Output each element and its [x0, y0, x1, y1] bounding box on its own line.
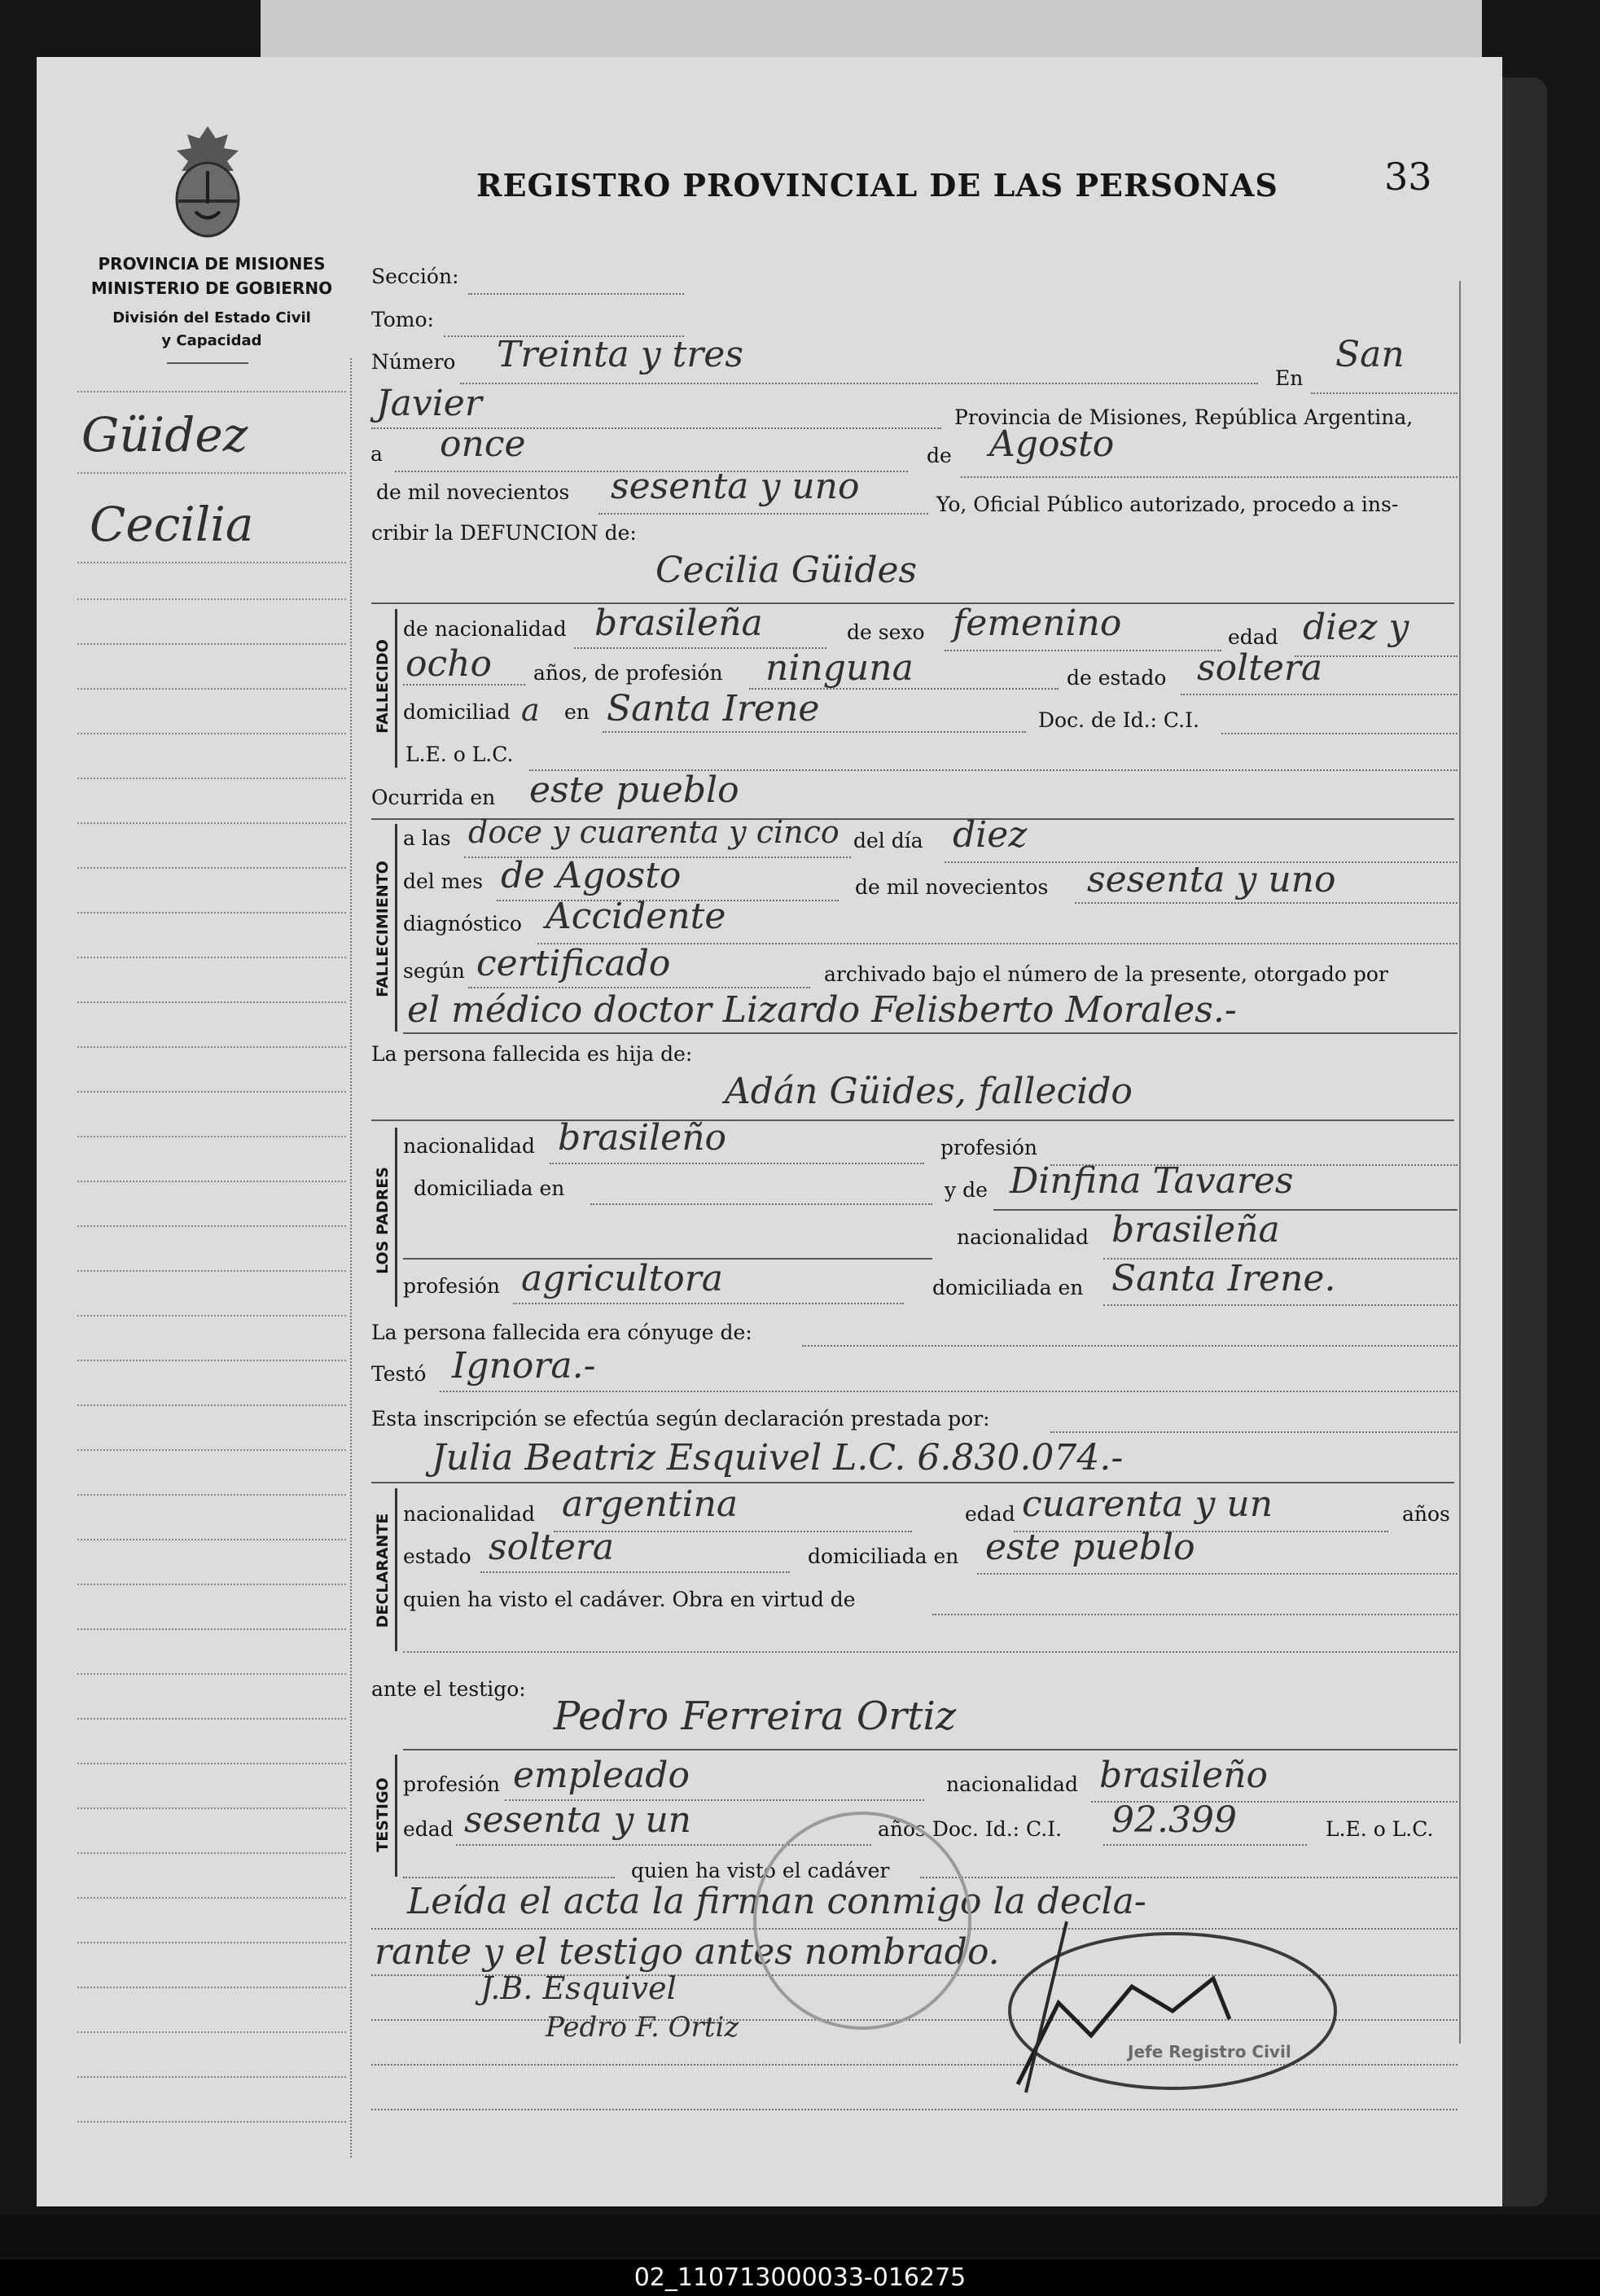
declarante-bracket	[395, 1488, 397, 1651]
margin-rule	[77, 643, 346, 645]
hora-value: doce y cuarenta y cinco	[468, 814, 839, 850]
declarante-anos-label: años	[1402, 1502, 1450, 1526]
deceased-name-line	[371, 602, 1454, 604]
bottom-band	[0, 2215, 1600, 2257]
medico-value: el médico doctor Lizardo Felisberto Morales.-	[407, 989, 1237, 1031]
signature-testigo: Pedro F. Ortiz	[546, 2011, 739, 2044]
anos-profesion-label: años, de profesión	[533, 661, 723, 685]
padre-domiciliada-line	[590, 1203, 932, 1205]
de-label: de	[927, 444, 952, 467]
sexo-label: de sexo	[847, 620, 925, 644]
testigo-bracket	[395, 1755, 397, 1877]
del-dia-label: del día	[853, 829, 923, 852]
domicilio-value: Santa Irene	[607, 688, 820, 730]
testigo-profesion-label: profesión	[403, 1772, 501, 1796]
place-value-1: San	[1335, 334, 1405, 375]
province-name: PROVINCIA DE MISIONES	[98, 254, 326, 274]
testigo-nacionalidad-value: brasileño	[1099, 1755, 1269, 1796]
month-line	[961, 476, 1458, 478]
testigo-ci-line	[1103, 1844, 1307, 1846]
padre-line	[371, 1120, 1454, 1121]
official-stamp	[753, 1812, 971, 2030]
madre-profesion-value: agricultora	[521, 1258, 723, 1299]
ocurrida-value: este pueblo	[529, 769, 739, 811]
margin-rule	[77, 1270, 346, 1272]
page-title: REGISTRO PROVINCIAL DE LAS PERSONAS	[476, 167, 1278, 204]
a-las-label: a las	[403, 826, 451, 850]
margin-rule	[77, 688, 346, 690]
a-label: a	[370, 442, 383, 466]
margin-rule	[77, 1718, 346, 1720]
signature-declarante: J.B. Esquivel	[480, 1970, 677, 2006]
padre-value: Adán Güides, fallecido	[725, 1071, 1133, 1112]
madre-domicilio-value: Santa Irene.	[1111, 1258, 1336, 1299]
place-value-2: Javier	[376, 383, 482, 424]
en-line	[1311, 392, 1458, 394]
en-label: En	[1275, 366, 1304, 390]
margin-rule	[77, 1807, 346, 1809]
archivado-text: archivado bajo el número de la presente, otorgado por	[824, 962, 1388, 986]
sexo-line	[945, 650, 1221, 651]
testigo-profesion-value: empleado	[513, 1755, 690, 1796]
margin-rule	[77, 1987, 346, 1988]
margin-rule	[77, 822, 346, 824]
margin-rule	[77, 957, 346, 958]
seccion-label: Sección:	[371, 265, 459, 288]
day-value: once	[440, 423, 526, 465]
tomo-label: Tomo:	[371, 308, 434, 331]
sexo-value: femenino	[953, 602, 1122, 644]
estado-label: de estado	[1067, 666, 1167, 690]
fallecido-bracket	[395, 609, 397, 768]
month-value: Agosto	[989, 423, 1115, 465]
testigo-cadaver-line-left	[403, 1877, 615, 1878]
province-text: Provincia de Misiones, República Argentina,	[954, 405, 1414, 429]
ministry-underline	[167, 362, 248, 364]
declarante-side-label: DECLARANTE	[374, 1513, 392, 1628]
padre-profesion-label: profesión	[940, 1136, 1038, 1159]
testigo-nacionalidad-label: nacionalidad	[946, 1772, 1078, 1796]
testigo-side-label: TESTIGO	[374, 1777, 392, 1852]
domicilio-line	[603, 731, 1026, 733]
declarante-domicilio-line	[977, 1573, 1458, 1575]
numero-value: Treinta y tres	[497, 334, 743, 375]
padres-side-label: LOS PADRES	[374, 1167, 392, 1274]
madre-domicilio-line	[1103, 1304, 1458, 1306]
testigo-cadaver-text: quien ha visto el cadáver	[631, 1859, 890, 1882]
image-filename: 02_110713000033-016275	[0, 2259, 1600, 2296]
testigo-label: ante el testigo:	[371, 1677, 526, 1701]
declarante-obra-line	[932, 1614, 1458, 1615]
margin-rule	[77, 1584, 346, 1585]
closing-line-1: Leída el acta la firman conmigo la decla-	[407, 1881, 1146, 1922]
declarante-domicilio-value: este pueblo	[985, 1527, 1195, 1568]
division-line-1: División del Estado Civil	[112, 309, 311, 326]
testo-label: Testó	[371, 1362, 427, 1386]
year-line	[598, 513, 928, 515]
profesion-value: ninguna	[765, 647, 914, 689]
segun-value: certificado	[476, 943, 671, 984]
year-prefix: de mil novecientos	[376, 480, 570, 504]
doc-line	[1221, 733, 1458, 734]
margin-rule	[77, 1225, 346, 1227]
margin-rule	[77, 472, 346, 474]
declarante-estado-label: estado	[403, 1545, 471, 1568]
numero-label: Número	[371, 350, 456, 374]
margin-rule	[77, 1628, 346, 1630]
declarante-nacionalidad-label: nacionalidad	[403, 1502, 535, 1526]
dia-value: diez	[953, 814, 1028, 856]
seccion-line	[468, 293, 684, 295]
officer-text-2: cribir la DEFUNCION de:	[371, 521, 637, 545]
estado-line	[1181, 694, 1458, 695]
margin-divider	[350, 358, 352, 2158]
anio-label: de mil novecientos	[855, 875, 1049, 899]
declarante-nacionalidad-value: argentina	[562, 1483, 739, 1525]
declarante-nombre-line	[371, 1482, 1454, 1483]
conyuge-line	[802, 1345, 1458, 1347]
padres-bracket	[395, 1128, 397, 1307]
medico-line	[403, 1032, 1458, 1034]
margin-rule	[77, 2031, 346, 2033]
margin-rule	[77, 1942, 346, 1943]
margin-rule	[77, 733, 346, 734]
margin-rule	[77, 1181, 346, 1182]
segun-label: según	[403, 959, 465, 983]
doc-label: Doc. de Id.: C.I.	[1038, 708, 1199, 732]
testigo-nombre-line	[403, 1749, 1458, 1750]
padre-domiciliada-label: domiciliada en	[414, 1176, 565, 1200]
diagnostico-line	[537, 943, 1458, 944]
testo-line	[440, 1391, 1458, 1392]
margin-rule	[77, 778, 346, 779]
madre-nacionalidad-value: brasileña	[1111, 1209, 1280, 1251]
hija-label: La persona fallecida es hija de:	[371, 1042, 693, 1066]
margin-rule	[77, 1046, 346, 1048]
margin-rule	[77, 1091, 346, 1093]
margin-rule	[77, 1852, 346, 1854]
domiciliad-label: domiciliad	[403, 700, 511, 724]
diagnostico-label: diagnóstico	[403, 912, 522, 935]
testigo-cadaver-line-right	[920, 1877, 1458, 1878]
diagnostico-value: Accidente	[546, 896, 726, 937]
del-mes-label: del mes	[403, 870, 484, 893]
testigo-anos-doc-label: años Doc. Id.: C.I.	[878, 1817, 1063, 1841]
y-de-label: y de	[945, 1178, 988, 1202]
estado-value: soltera	[1197, 647, 1323, 689]
testigo-le-label: L.E. o L.C.	[1326, 1817, 1434, 1841]
fallecimiento-bracket	[395, 824, 397, 1032]
mes-value: de Agosto	[501, 855, 682, 896]
margin-rule	[77, 2121, 346, 2123]
edad-label: edad	[1228, 625, 1278, 649]
ocurrida-label: Ocurrida en	[371, 786, 496, 809]
margin-rule	[77, 1315, 346, 1317]
declarante-estado-value: soltera	[489, 1527, 615, 1568]
margin-rule	[77, 562, 346, 563]
declaracion-line	[1050, 1431, 1458, 1433]
numero-line	[460, 383, 1258, 384]
conyuge-label: La persona fallecida era cónyuge de:	[371, 1321, 752, 1344]
testigo-edad-value: sesenta y un	[464, 1799, 691, 1841]
coat-of-arms-icon	[167, 122, 248, 244]
margin-rule	[77, 1404, 346, 1406]
fallecido-side-label: FALLECIDO	[374, 639, 392, 734]
year-value: sesenta y uno	[611, 466, 860, 507]
margin-surname: Güidez	[81, 407, 248, 462]
domiciliad-suffix: a	[521, 692, 540, 728]
testigo-nombre: Pedro Ferreira Ortiz	[554, 1694, 957, 1739]
testigo-ci-value: 92.399	[1111, 1799, 1237, 1841]
declaracion-label: Esta inscripción se efectúa según declaración prestada por:	[371, 1407, 990, 1431]
margin-given-name: Cecilia	[90, 497, 254, 552]
division-line-2: y Capacidad	[161, 332, 262, 349]
declarante-edad-value: cuarenta y un	[1022, 1483, 1273, 1525]
declarante-estado-line	[480, 1571, 790, 1573]
le-label: L.E. o L.C.	[405, 743, 514, 766]
margin-rule	[77, 1136, 346, 1137]
officer-text-1: Yo, Oficial Público autorizado, procedo a ins-	[936, 493, 1399, 516]
margin-rule	[77, 1494, 346, 1496]
madre-profesion-label: profesión	[403, 1274, 501, 1298]
edad-value-1: diez y	[1303, 607, 1409, 648]
anio-line	[1075, 902, 1458, 904]
deceased-name: Cecilia Güides	[655, 550, 918, 591]
signature-rule-3	[371, 2109, 1458, 2110]
margin-rule	[77, 1897, 346, 1899]
top-strip	[261, 0, 1482, 57]
declarante-cadaver-text: quien ha visto el cadáver. Obra en virtud de	[403, 1588, 856, 1611]
margin-rule	[77, 391, 346, 392]
margin-rule	[77, 2076, 346, 2078]
edad-value-2: ocho	[405, 643, 492, 685]
page-number: 33	[1384, 155, 1432, 199]
domiciliad-en-label: en	[564, 700, 590, 724]
nacionalidad-label: de nacionalidad	[403, 617, 567, 641]
padre-nacionalidad-line	[550, 1163, 924, 1164]
margin-rule	[77, 1449, 346, 1451]
madre-domiciliada-label: domiciliada en	[932, 1276, 1084, 1299]
right-border	[1459, 281, 1461, 2044]
declarante-domiciliada-label: domiciliada en	[808, 1545, 959, 1568]
nacionalidad-value: brasileña	[594, 602, 763, 644]
margin-rule	[77, 1539, 346, 1540]
padre-nacionalidad-value: brasileño	[558, 1117, 727, 1159]
fallecimiento-side-label: FALLECIMIENTO	[374, 861, 392, 997]
madre-profesion-line	[513, 1303, 904, 1304]
margin-rule	[77, 1001, 346, 1003]
testigo-edad-label: edad	[403, 1817, 454, 1841]
declarante-nombre: Julia Beatriz Esquivel L.C. 6.830.074.-	[432, 1437, 1124, 1479]
edad-line-2	[403, 684, 525, 686]
stamp-text: Jefe Registro Civil	[1128, 2042, 1291, 2062]
testo-value: Ignora.-	[452, 1345, 596, 1387]
segun-line	[468, 987, 810, 988]
ministry-name: MINISTERIO DE GOBIERNO	[90, 278, 333, 298]
closing-line-2: rante y el testigo antes nombrado.	[375, 1931, 1000, 1973]
declarante-obra-line-2	[403, 1651, 1458, 1653]
anio-value: sesenta y uno	[1087, 859, 1336, 900]
margin-rule	[77, 598, 346, 600]
official-signature-icon	[969, 1905, 1360, 2101]
margin-rule	[77, 867, 346, 869]
madre-nacionalidad-label: nacionalidad	[957, 1225, 1089, 1249]
margin-rule	[77, 1360, 346, 1361]
margin-rule	[77, 912, 346, 914]
declarante-edad-label: edad	[965, 1502, 1015, 1526]
padre-nacionalidad-label: nacionalidad	[403, 1134, 535, 1158]
margin-rule	[77, 1673, 346, 1675]
margin-rule	[77, 1763, 346, 1764]
madre-value: Dinfina Tavares	[1010, 1160, 1294, 1202]
